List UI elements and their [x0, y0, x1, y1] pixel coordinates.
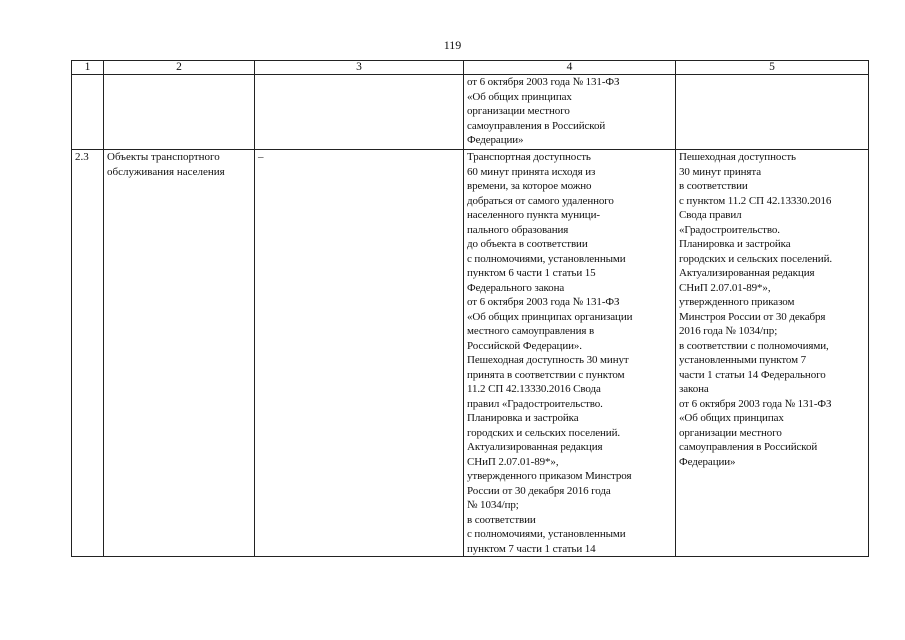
text-line: 30 минут принята — [679, 165, 761, 178]
text-line: Федерации» — [679, 455, 736, 468]
cell-accessibility — [676, 75, 869, 150]
text-line: СНиП 2.07.01-89*», — [679, 281, 771, 294]
text-line: с пунктом 11.2 СП 42.13330.2016 — [679, 194, 832, 207]
text-line: 11.2 СП 42.13330.2016 Свода — [467, 383, 601, 395]
text-line: закона — [679, 383, 709, 395]
text-line: Минстроя России от 30 декабря — [679, 310, 826, 323]
text-line: местного самоуправления в — [467, 325, 595, 337]
text-line: Федерального закона — [467, 281, 565, 294]
text-line: времени, за которое можно — [467, 180, 592, 192]
text-line: городских и сельских поселений. — [679, 252, 833, 265]
text-line: правил «Градостроительство. — [467, 397, 603, 410]
text-line: Планировка и застройка — [467, 412, 579, 424]
text-line: принята в соответствии с пунктом — [467, 368, 625, 381]
text-line: в соответствии — [467, 513, 536, 526]
text-line: 2016 года № 1034/пр; — [679, 325, 778, 337]
cell-value — [255, 75, 464, 150]
text-line: утвержденного приказом Минстроя — [467, 470, 632, 482]
text-line: населенного пункта муници- — [467, 209, 600, 221]
column-header-1: 1 — [72, 61, 104, 75]
column-header-5: 5 — [676, 61, 869, 75]
text-line: № 1034/пр; — [467, 499, 519, 511]
text-line: в соответствии — [679, 180, 748, 192]
text-line: Пешеходная доступность — [679, 151, 796, 163]
cell-justification — [464, 150, 676, 557]
text-line: Свода правил — [679, 209, 742, 221]
text-line: самоуправления в Российской — [679, 441, 818, 453]
cell-accessibility — [676, 150, 869, 557]
text-line: утвержденного приказом — [679, 296, 795, 308]
text-line: «Об общих принципах — [467, 90, 572, 103]
text-line: организации местного — [467, 105, 570, 117]
table-header-row — [72, 61, 869, 75]
text-line: с полномочиями, установленными — [467, 252, 626, 265]
cell-number — [72, 75, 104, 150]
text-line: от 6 октября 2003 года № 131-ФЗ — [467, 76, 620, 88]
text-line: Планировка и застройка — [679, 238, 791, 250]
column-header-4: 4 — [464, 61, 676, 75]
text-line: пунктом 6 части 1 статьи 15 — [467, 267, 596, 279]
text-line: обслуживания населения — [107, 165, 225, 178]
text-line: «Об общих принципах организации — [467, 310, 633, 323]
text-line: добраться от самого удаленного — [467, 194, 614, 207]
text-line: городских и сельских поселений. — [467, 426, 621, 439]
cell-number: 2.3 — [72, 150, 104, 557]
table-row-2-3 — [72, 150, 869, 557]
text-line: в соответствии с полномочиями, — [679, 339, 829, 352]
text-line: Актуализированная редакция — [467, 441, 603, 453]
text-line: с полномочиями, установленными — [467, 528, 626, 540]
text-line: «Градостроительство. — [679, 223, 780, 236]
text-line: Объекты транспортного — [107, 151, 220, 163]
text-line: «Об общих принципах — [679, 412, 784, 424]
text-line: Российской Федерации». — [467, 339, 582, 352]
text-line: 60 минут принята исходя из — [467, 165, 596, 178]
text-line: организации местного — [679, 426, 782, 439]
document-table — [71, 60, 869, 557]
text-line: от 6 октября 2003 года № 131-ФЗ — [679, 397, 832, 410]
text-line: части 1 статьи 14 Федерального — [679, 368, 826, 381]
text-line: Пешеходная доступность 30 минут — [467, 354, 629, 366]
column-header-3: 3 — [255, 61, 464, 75]
cell-justification — [464, 75, 676, 150]
column-header-2: 2 — [104, 61, 255, 75]
text-line: Транспортная доступность — [467, 151, 591, 163]
table-row-continuation — [72, 75, 869, 150]
cell-name — [104, 150, 255, 557]
text-line: СНиП 2.07.01-89*», — [467, 455, 559, 468]
text-line: пального образования — [467, 223, 569, 236]
text-line: пунктом 7 части 1 статьи 14 — [467, 542, 596, 555]
text-line: самоуправления в Российской — [467, 119, 606, 132]
text-line: Актуализированная редакция — [679, 267, 815, 279]
text-line: от 6 октября 2003 года № 131-ФЗ — [467, 296, 620, 308]
text-line: установленными пунктом 7 — [679, 354, 807, 366]
text-line: Федерации» — [467, 134, 524, 146]
cell-name — [104, 75, 255, 150]
cell-value: – — [255, 150, 464, 557]
page-number: 119 — [443, 38, 462, 52]
text-line: России от 30 декабря 2016 года — [467, 484, 611, 497]
text-line: до объекта в соответствии — [467, 238, 588, 250]
